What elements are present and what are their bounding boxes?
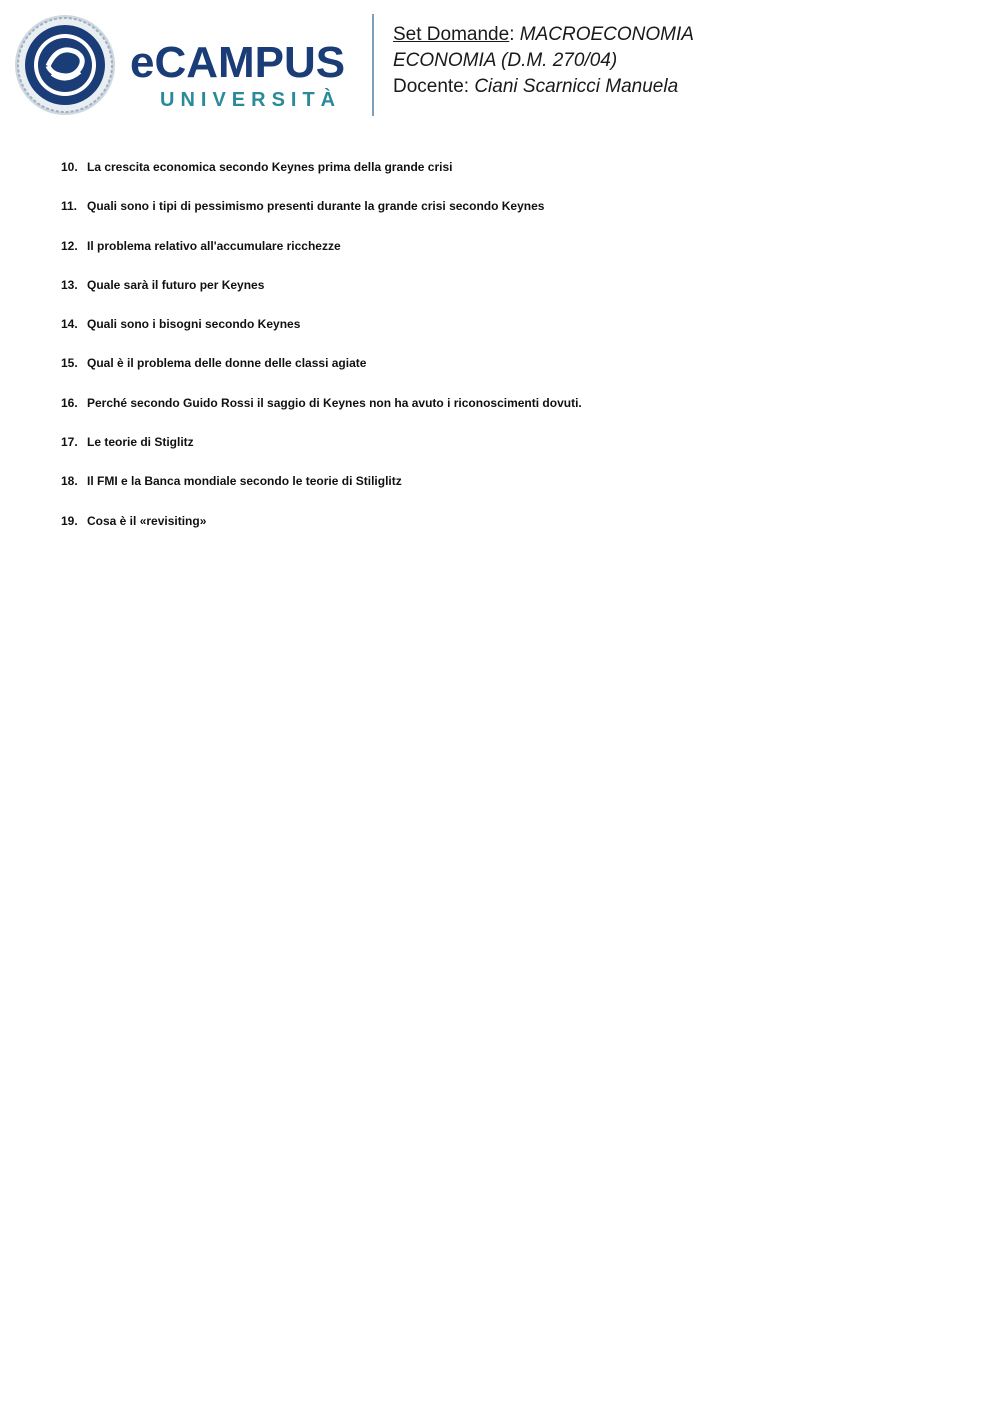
question-text: La crescita economica secondo Keynes prima della grande crisi [87,160,453,174]
question-text: Quale sarà il futuro per Keynes [87,277,265,292]
question-text: Qual è il problema delle donne delle classi agiate [87,356,367,371]
question-item [61,158,582,197]
question-text: Cosa è il «revisiting» [87,513,207,528]
question-item [61,472,582,511]
question-item [61,197,582,236]
course-title: MACROECONOMIA [519,24,694,45]
question-number: 15. [61,356,78,371]
question-item [61,276,582,315]
question-item [61,512,582,551]
question-item [61,433,582,472]
question-text: Quali sono i bisogni secondo Keynes [87,317,301,332]
set-label: Set Domande [393,24,510,45]
question-text: Perché secondo Guido Rossi il saggio di Keynes non ha avuto i riconoscimenti dovuti. [87,395,582,410]
brand-name: eCAMPUS [130,38,346,87]
teacher-line [393,74,694,100]
question-number: 19. [61,513,78,528]
question-number: 12. [61,238,78,253]
question-number: 10. [61,160,78,174]
teacher-label: Docente: [393,76,475,97]
brand-subtitle: UNIVERSITÀ [160,89,342,111]
question-number: 18. [61,474,78,489]
question-item [61,394,582,433]
set-separator: : [509,24,520,45]
question-number: 16. [61,395,78,410]
header-info [393,22,694,100]
question-text: Il problema relativo all'accumulare ricchezze [87,238,341,253]
university-seal-logo [14,14,116,116]
course-subtitle: ECONOMIA (D.M. 270/04) [393,50,618,71]
question-number: 13. [61,277,78,292]
question-list [61,158,582,551]
question-number: 17. [61,435,78,450]
header-divider [372,14,374,116]
ecampus-wordmark-logo [130,38,362,118]
question-text: Le teorie di Stiglitz [87,435,194,450]
question-number: 14. [61,317,78,332]
question-item [61,315,582,354]
page-header [0,0,1000,125]
question-item [61,354,582,393]
question-item [61,237,582,276]
teacher-name: Ciani Scarnicci Manuela [474,76,679,97]
question-text: Il FMI e la Banca mondiale secondo le teorie di Stiliglitz [87,474,402,489]
question-number: 11. [61,199,78,214]
set-line [393,22,694,48]
question-text: Quali sono i tipi di pessimismo presenti durante la grande crisi secondo Keynes [87,199,545,214]
